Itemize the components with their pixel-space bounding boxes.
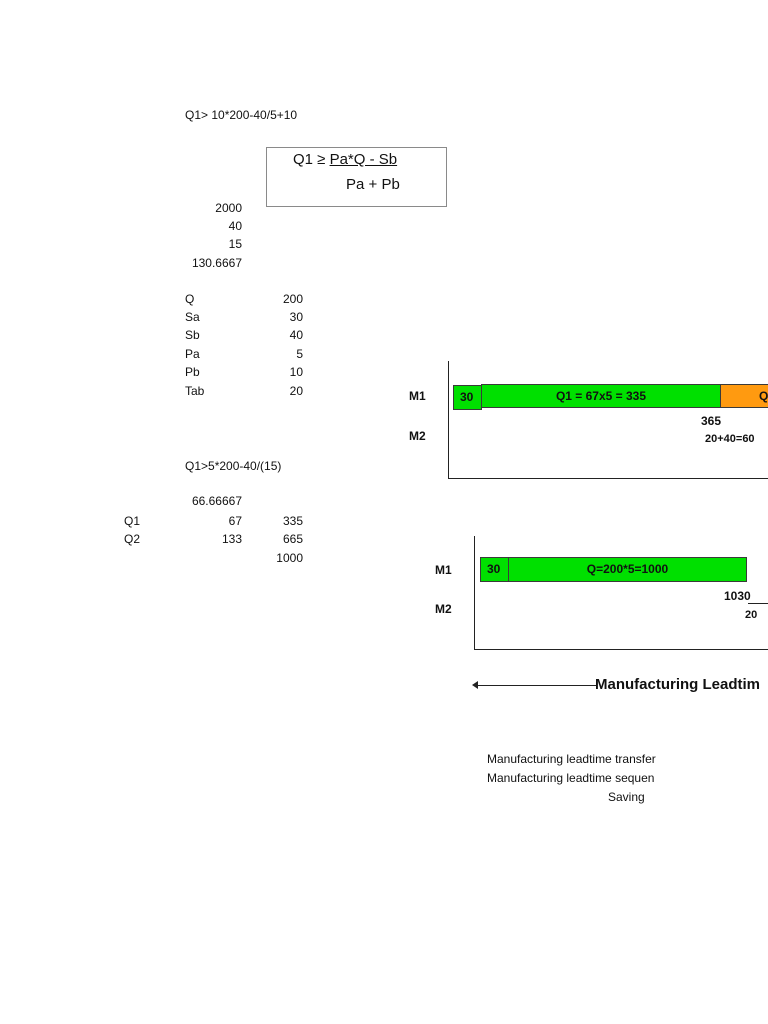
result-value: 66.66667 xyxy=(191,494,242,508)
chart1-m1-label: M1 xyxy=(409,389,426,403)
chart1-end-label: 365 xyxy=(701,414,722,428)
chart1-process-bar: Q1 = 67x5 = 335 xyxy=(481,384,721,408)
chart1-sub-label: 20+40=60 xyxy=(705,433,755,445)
chart1-setup-bar: 30 xyxy=(453,385,482,410)
leadtime-arrow-line xyxy=(476,685,596,686)
note-sequential: Manufacturing leadtime sequen xyxy=(487,771,655,785)
chart2-m2-label: M2 xyxy=(435,602,452,616)
chart2-x-axis xyxy=(474,649,768,650)
formula-prefix: Q1 ≥ xyxy=(293,151,330,168)
q-row-qty: 133 xyxy=(221,532,242,546)
formula-denominator: Pa + Pb xyxy=(346,176,400,193)
q-row-time: 335 xyxy=(282,514,303,528)
param-name: Tab xyxy=(185,384,205,398)
note-saving: Saving xyxy=(608,790,645,804)
param-value: 40 xyxy=(289,328,303,342)
param-value: 10 xyxy=(289,365,303,379)
top-formula: Q1> 10*200-40/5+10 xyxy=(185,108,298,122)
chart2-sub-label: 20 xyxy=(745,609,758,621)
chart2-y-axis xyxy=(474,536,475,650)
total-value: 1000 xyxy=(276,551,303,565)
chart1-m2-label: M2 xyxy=(409,429,426,443)
calc-value: 2000 xyxy=(215,201,242,215)
param-name: Pa xyxy=(185,347,200,361)
chart2-m1-label: M1 xyxy=(435,563,452,577)
q-row-time: 665 xyxy=(282,532,303,546)
param-name: Sa xyxy=(185,310,200,324)
second-formula: Q1>5*200-40/(15) xyxy=(185,459,282,473)
calc-value: 130.6667 xyxy=(191,256,242,270)
param-value: 5 xyxy=(296,347,303,361)
param-value: 30 xyxy=(289,310,303,324)
chart2-setup-bar: 30 xyxy=(480,557,509,582)
note-transfer: Manufacturing leadtime transfer xyxy=(487,752,656,766)
chart2-process-bar: Q=200*5=1000 xyxy=(508,557,747,582)
formula-box xyxy=(266,147,447,207)
param-name: Q xyxy=(185,292,195,306)
param-name: Sb xyxy=(185,328,200,342)
chart2-end-label: 1030 xyxy=(724,589,751,603)
q-row-label: Q1 xyxy=(124,514,141,528)
calc-value: 15 xyxy=(228,237,242,251)
formula-numerator: Pa*Q - Sb xyxy=(329,151,398,168)
arrow-left-icon xyxy=(472,681,478,689)
q-row-label: Q2 xyxy=(124,532,141,546)
chart1-x-axis xyxy=(448,478,768,479)
param-value: 20 xyxy=(289,384,303,398)
leadtime-title: Manufacturing Leadtim xyxy=(595,676,761,693)
chart1-y-axis xyxy=(448,361,449,479)
formula-numerator-line xyxy=(293,151,397,169)
calc-value: 40 xyxy=(228,219,242,233)
chart1-orange-bar: Q xyxy=(720,384,768,408)
param-value: 200 xyxy=(282,292,303,306)
q-row-qty: 67 xyxy=(228,514,242,528)
param-name: Pb xyxy=(185,365,200,379)
chart2-sub-arrow xyxy=(748,603,768,604)
